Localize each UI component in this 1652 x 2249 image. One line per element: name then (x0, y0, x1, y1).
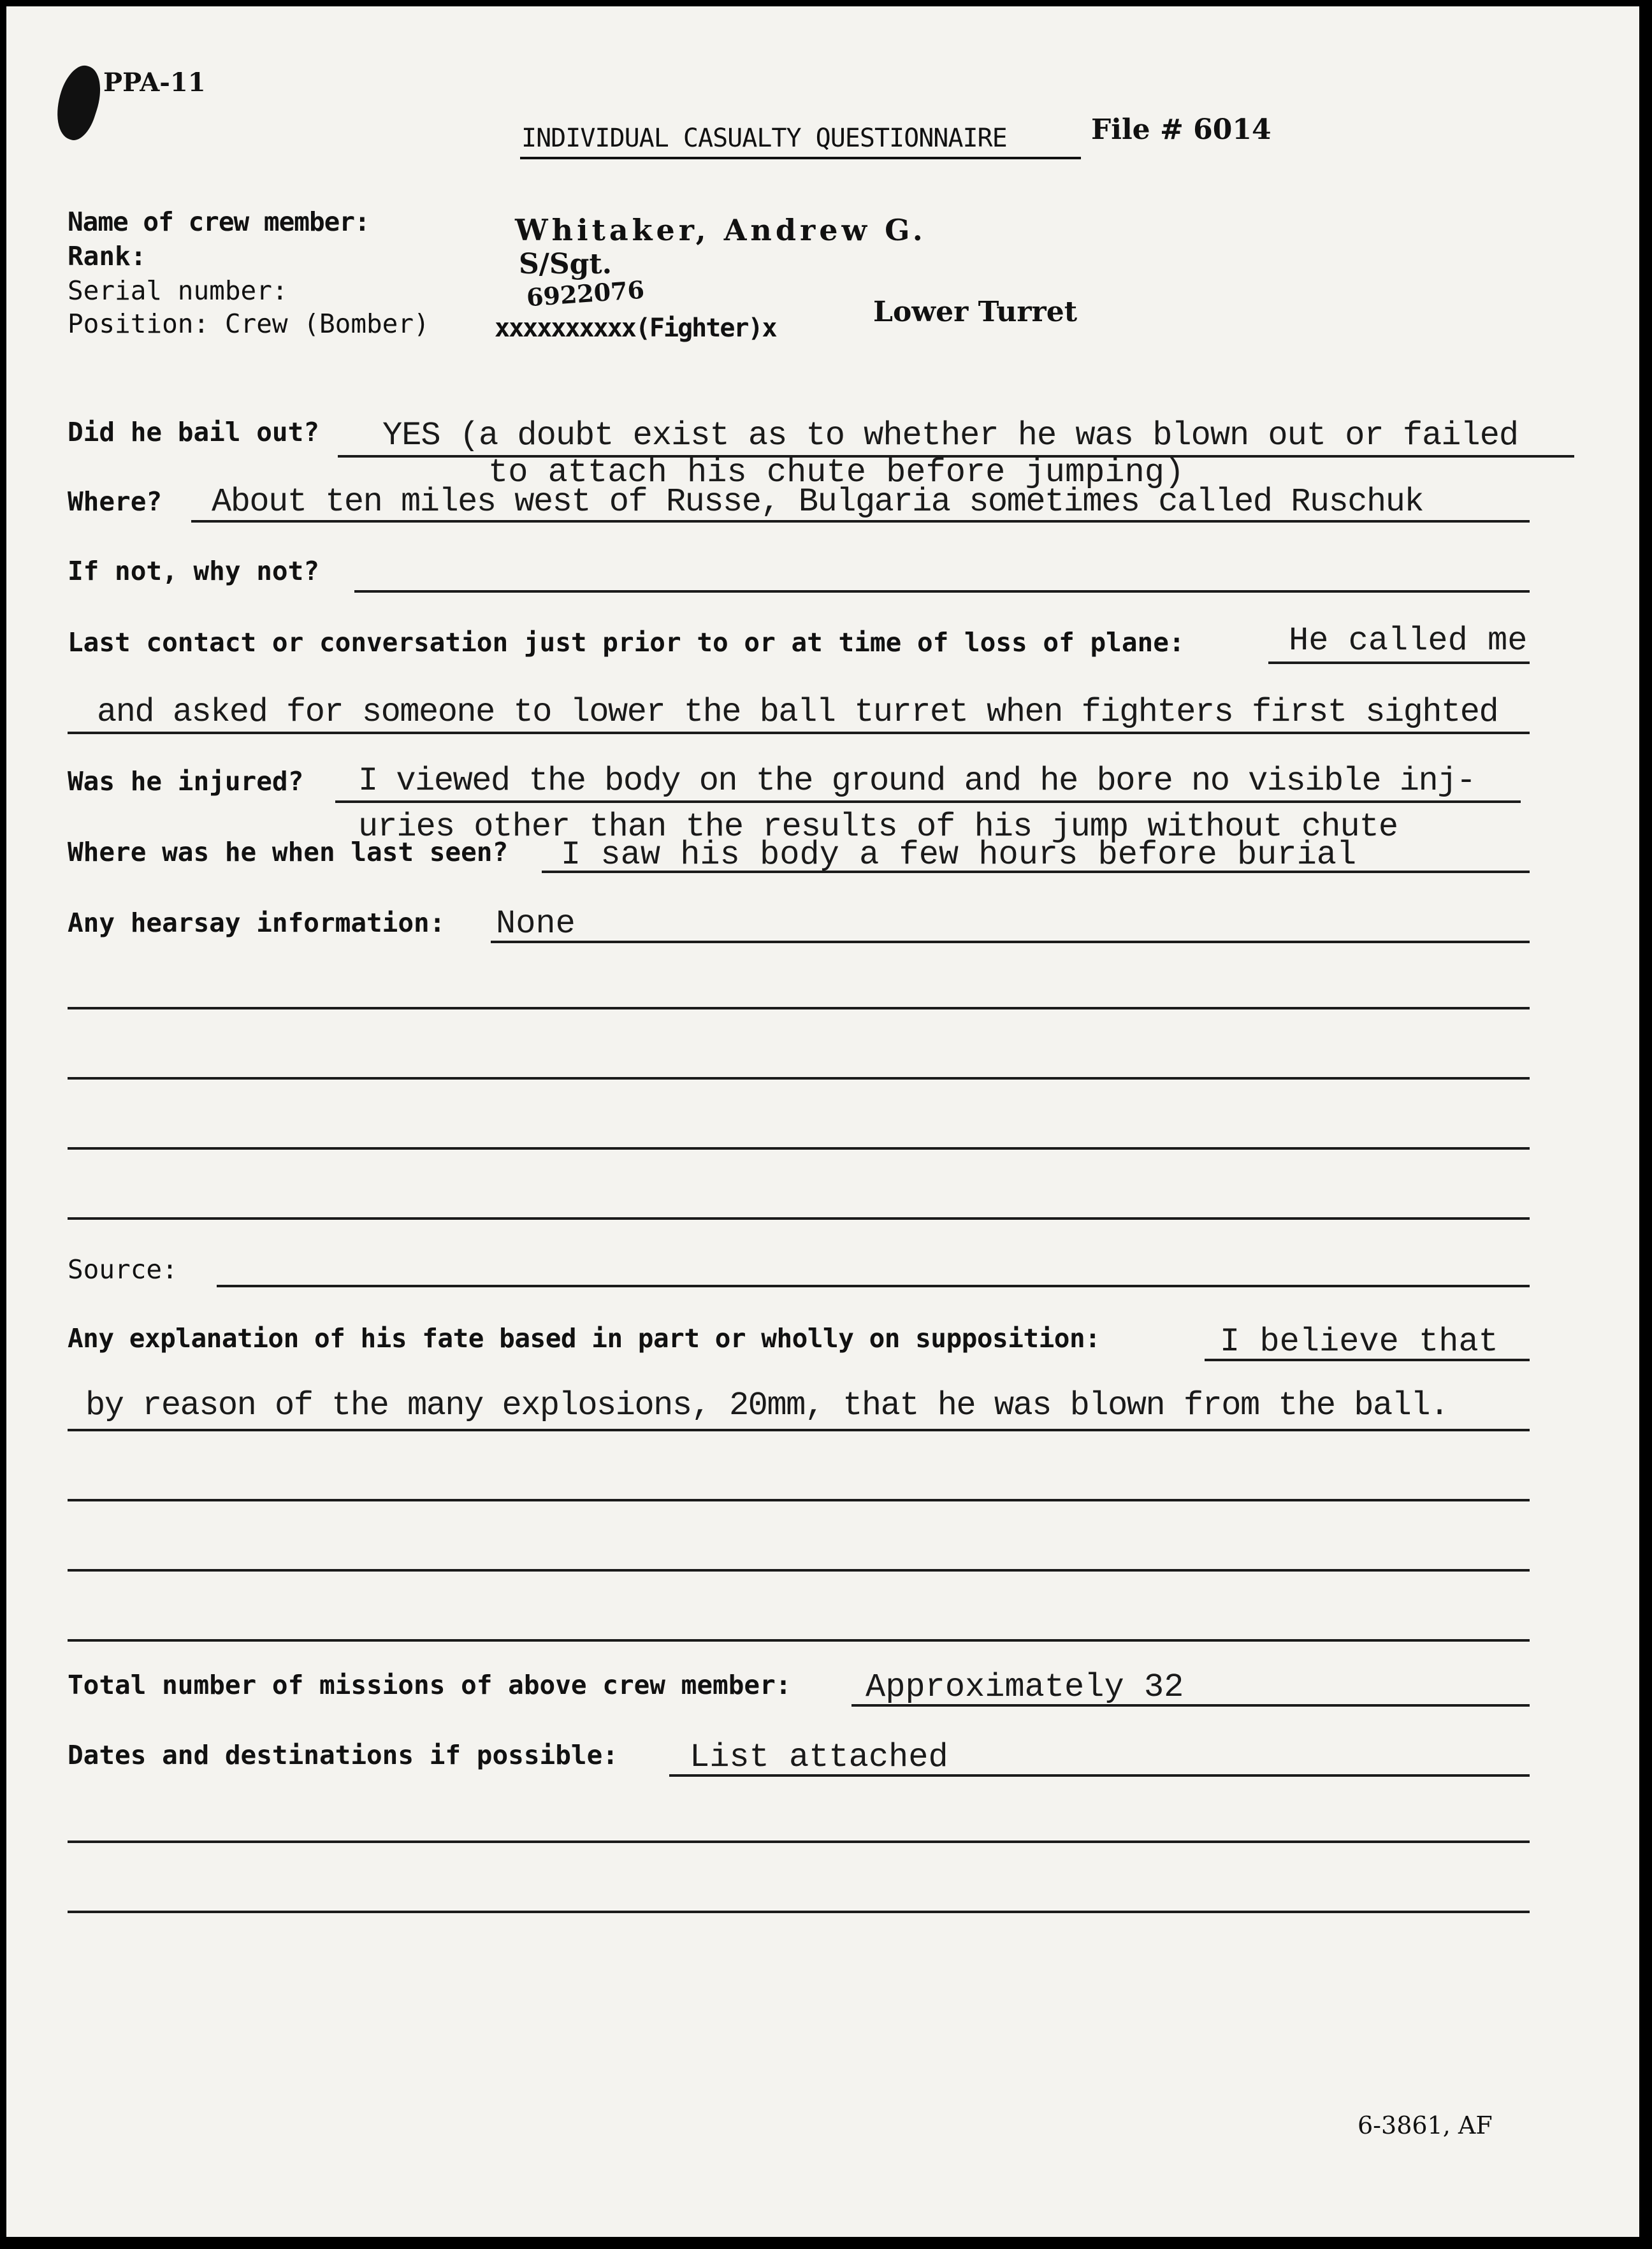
injured-line (335, 800, 1521, 803)
name-label: Name of crew member: (68, 206, 370, 237)
blank-line-4 (68, 1217, 1530, 1220)
contact-answer-1: He called me (1289, 622, 1528, 660)
rank-label: Rank: (68, 241, 147, 271)
injured-label: Was he injured? (68, 766, 304, 797)
serial-value: 6922076 (525, 275, 646, 312)
source-line (217, 1285, 1530, 1287)
dates-label: Dates and destinations if possible: (68, 1740, 618, 1770)
bail-answer-1: YES (a doubt exist as to whether he was blown out or failed (382, 417, 1519, 454)
bail-answer-2: to attach his chute before jumping) (488, 454, 1185, 491)
serial-label: Serial number: (68, 275, 288, 306)
missions-label: Total number of missions of above crew member: (68, 1670, 792, 1700)
missions-answer: Approximately 32 (866, 1668, 1184, 1706)
position-value: Lower Turret (873, 296, 1078, 328)
hearsay-line (491, 941, 1530, 943)
explain-label: Any explanation of his fate based in part or wholly on supposition: (68, 1323, 1101, 1354)
explain-answer-1: I believe that (1220, 1323, 1498, 1361)
blank-line-8 (68, 1840, 1530, 1843)
explain-line-1 (1205, 1359, 1530, 1361)
where-line (191, 520, 1530, 523)
missions-line (851, 1704, 1530, 1707)
explain-answer-2: by reason of the many explosions, 20mm, that he was blown from the ball. (85, 1387, 1449, 1424)
rank-value: S/Sgt. (519, 248, 612, 280)
position-struck: xxxxxxxxxx(Fighter)x (495, 314, 776, 343)
lastseen-answer: I saw his body a few hours before burial (561, 836, 1357, 874)
form-code: PPA-11 (103, 68, 206, 98)
hearsay-answer: None (496, 905, 576, 943)
questionnaire-page (6, 6, 1639, 2237)
ifnot-label: If not, why not? (68, 556, 319, 586)
bail-label: Did he bail out? (68, 417, 319, 447)
hearsay-label: Any hearsay information: (68, 908, 446, 938)
contact-line-2 (68, 732, 1530, 734)
form-title: INDIVIDUAL CASUALTY QUESTIONNAIRE (521, 124, 1007, 153)
lastseen-line (542, 871, 1530, 873)
contact-label: Last contact or conversation just prior to or at time of loss of plane: (68, 627, 1185, 658)
dates-answer: List attached (690, 1739, 948, 1776)
blank-line-6 (68, 1569, 1530, 1572)
source-label: Source: (68, 1254, 178, 1285)
blank-line-1 (68, 1007, 1530, 1009)
position-label: Position: Crew (Bomber) (68, 308, 430, 339)
injured-answer-1: I viewed the body on the ground and he bore no visible inj- (358, 762, 1475, 800)
name-value: Whitaker, Andrew G. (515, 213, 927, 247)
ink-smudge (48, 61, 108, 144)
dates-line (669, 1774, 1530, 1777)
blank-line-7 (68, 1639, 1530, 1642)
file-number: File # 6014 (1091, 113, 1272, 146)
blank-line-9 (68, 1911, 1530, 1913)
title-underline (520, 157, 1081, 159)
blank-line-2 (68, 1077, 1530, 1080)
ifnot-line (354, 590, 1530, 593)
contact-answer-2: and asked for someone to lower the ball turret when fighters first sighted (97, 693, 1498, 731)
where-answer: About ten miles west of Russe, Bulgaria sometimes called Ruschuk (212, 483, 1424, 521)
explain-line-2 (68, 1429, 1530, 1431)
lastseen-label: Where was he when last seen? (68, 837, 509, 867)
injured-answer-2: uries other than the results of his jump without chute (358, 808, 1398, 846)
contact-line-1 (1268, 662, 1530, 664)
where-label: Where? (68, 486, 163, 517)
footer-form-number: 6-3861, AF (1358, 2111, 1493, 2139)
blank-line-5 (68, 1499, 1530, 1501)
blank-line-3 (68, 1147, 1530, 1150)
